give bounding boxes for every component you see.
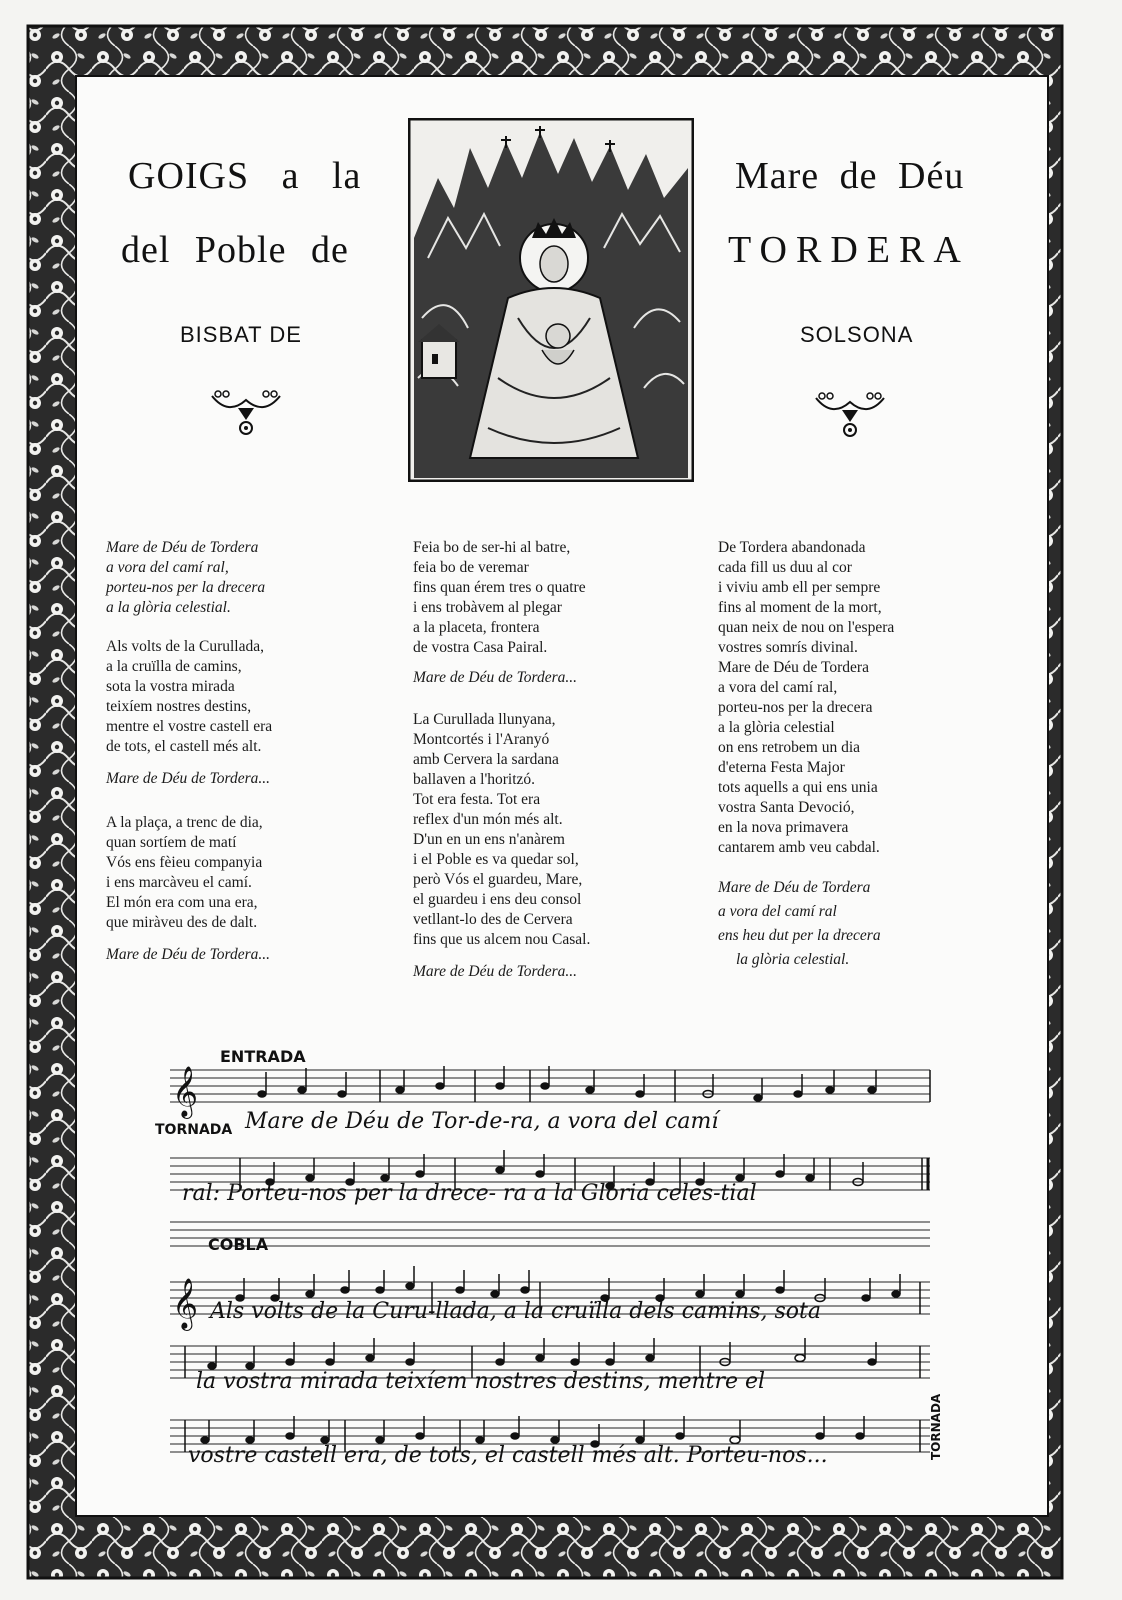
refrain-short: Mare de Déu de Tordera... [413, 963, 578, 980]
verse-line: tots aquells a qui ens unia [718, 779, 878, 796]
verse-line: Montcortés i l'Aranyó [413, 731, 550, 748]
refrain-short: Mare de Déu de Tordera... [413, 669, 578, 686]
verse-line: a la glòria celestial [718, 719, 835, 736]
verse-line: fins al moment de la mort, [718, 599, 882, 616]
verse-line: però Vós el guardeu, Mare, [413, 871, 583, 888]
verse-line: a vora del camí ral [718, 903, 837, 920]
verse-line: mentre el vostre castell era [106, 718, 273, 735]
verse-line: a la placeta, frontera [413, 619, 540, 636]
lyric-line: Als volts de la Curu-llada, a la cruïlla dels camins, sota [210, 1299, 821, 1324]
verse-line: d'eterna Festa Major [718, 759, 845, 776]
title-right-line2: TORDERA [728, 229, 970, 271]
verse-line: en la nova primavera [718, 819, 849, 836]
verse-line: amb Cervera la sardana [413, 751, 559, 768]
verse-line: ens heu dut per la drecera [718, 927, 881, 944]
verse-line: quan sortíem de matí [106, 834, 237, 851]
verse-line: La Curullada llunyana, [413, 711, 556, 728]
verse-line: porteu-nos per la drecera [106, 579, 266, 596]
diocese-right: SOLSONA [800, 322, 914, 347]
lyric-line: ral: Porteu-nos per la drece- ra a la Glòria celes-tial [182, 1181, 757, 1206]
diocese-left: BISBAT DE [180, 322, 302, 347]
verse-line: el guardeu i ens deu consol [413, 891, 582, 908]
verse-line: fins quan érem tres o quatre [413, 579, 586, 596]
refrain-short: Mare de Déu de Tordera... [106, 770, 271, 787]
verse-line: a la cruïlla de camins, [106, 658, 242, 675]
lyric-line: la vostra mirada teixíem nostres destins, mentre el [196, 1369, 766, 1394]
lyric-line: Mare de Déu de Tor-de-ra, a vora del camí [245, 1109, 719, 1134]
verse-line: quan neix de nou on l'espera [718, 619, 895, 636]
verse-line: on ens retrobem un dia [718, 739, 861, 756]
verse-line: fins que us alcem nou Casal. [413, 931, 591, 948]
verse-line: i viviu amb ell per sempre [718, 579, 881, 596]
section-label-tornada: TORNADA [155, 1122, 233, 1138]
title-left-line2: del Poble de [121, 229, 349, 271]
treble-clef-icon: 𝄞 [172, 1278, 199, 1329]
verse-line: cada fill us duu al cor [718, 559, 852, 576]
verse-line: vetllant-lo des de Cervera [413, 911, 573, 928]
refrain-short: Mare de Déu de Tordera... [106, 946, 271, 963]
title-left-line1: GOIGS a la [128, 155, 362, 197]
verse-line: a vora del camí ral, [106, 559, 229, 576]
verse-line: A la plaça, a trenc de dia, [106, 814, 263, 831]
verse-line: Mare de Déu de Tordera [718, 659, 869, 676]
verse-line: feia bo de veremar [413, 559, 529, 576]
section-label-cobla: COBLA [208, 1235, 269, 1254]
verse-line: i ens trobàvem al plegar [413, 599, 562, 616]
verse-line: vostra Santa Devoció, [718, 799, 855, 816]
verse-line: i ens marcàveu el camí. [106, 874, 252, 891]
lyric-line: vostre castell era, de tots, el castell més alt. Porteu-nos... [188, 1443, 828, 1468]
verse-line: porteu-nos per la drecera [718, 699, 873, 716]
verse-line: de tots, el castell més alt. [106, 738, 262, 755]
verse-line: a vora del camí ral, [718, 679, 838, 696]
title-right-line1: Mare de Déu [735, 155, 965, 197]
verse-line: que miràveu des de dalt. [106, 914, 258, 931]
verse-line: sota la vostra mirada [106, 678, 235, 695]
verse-line: ballaven a l'horitzó. [413, 771, 536, 788]
verse-line: reflex d'un món més alt. [413, 811, 563, 828]
verse-line: Tot era festa. Tot era [413, 791, 541, 808]
verse-line: a la glòria celestial. [106, 599, 231, 616]
verse-line: Vós ens fèieu companyia [106, 854, 263, 871]
treble-clef-icon: 𝄞 [172, 1066, 199, 1117]
verse-line: De Tordera abandonada [718, 539, 866, 556]
verse-line: Als volts de la Curullada, [106, 638, 264, 655]
verse-line: Mare de Déu de Tordera [718, 879, 871, 896]
verse-line: El món era com una era, [106, 894, 258, 911]
verse-line: Mare de Déu de Tordera [106, 539, 259, 556]
verse-line: i el Poble es va quedar sol, [413, 851, 579, 868]
verse-line: vostres somrís divinal. [718, 639, 858, 656]
vertical-label-tornada: TORNADA [929, 1393, 943, 1460]
verse-line: teixíem nostres destins, [106, 698, 252, 715]
verse-line: D'un en un ens n'anàrem [413, 831, 565, 848]
verse-line: cantarem amb veu cabdal. [718, 839, 880, 856]
verse-line: la glòria celestial. [736, 951, 850, 968]
section-label-entrada: ENTRADA [220, 1047, 306, 1066]
verse-line: Feia bo de ser-hi al batre, [413, 539, 571, 556]
verse-line: de vostra Casa Pairal. [413, 639, 548, 656]
